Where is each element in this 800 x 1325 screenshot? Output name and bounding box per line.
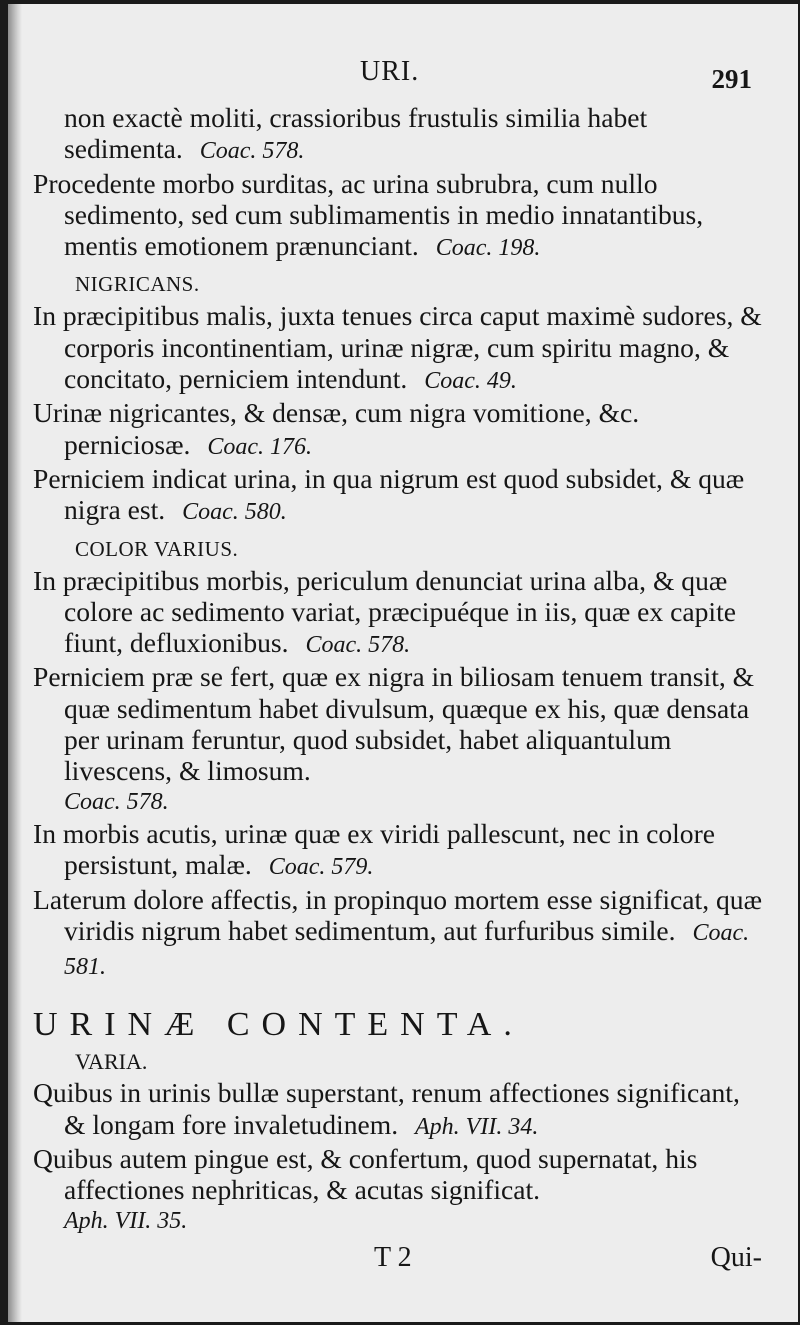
entry [33,818,765,884]
citation: Aph. VII. 35. [64,1207,188,1234]
entry [33,300,765,397]
entry [33,463,765,529]
entry [33,397,765,463]
running-head: URI. [360,56,420,87]
page-gutter-shadow [8,4,22,1322]
subheading: COLOR VARIUS. [75,536,239,561]
entry-text: Quibus autem pingue est, & confertum, quod supernatat, his affectiones nephriticas, & acutas significat. [33,1143,698,1206]
citation: Coac. 580. [182,499,287,526]
page-body [33,102,765,1237]
entry [33,168,765,265]
entry-text: Urinæ nigricantes, & densæ, cum nigra vomitione, &c. perniciosæ. [33,397,640,460]
entry-text: In præcipitibus morbis, periculum denunciat urina alba, & quæ colore ac sedimento variat, præcipuéque in iis, quæ ex capite fiunt, defluxionibus. [33,564,736,659]
subheading: NIGRICANS. [75,272,200,297]
citation: Coac. 579. [268,854,374,881]
page-footer [8,1242,798,1282]
subheading: VARIA. [75,1049,148,1075]
citation: Aph. VII. 34. [415,1113,539,1140]
citation: Coac. 581. [64,919,750,981]
entry-text: In præcipitibus malis, juxta tenues circa caput maximè sudores, & corporis incontinentiam, urinæ nigræ, cum spiritu magno, & concitato, perniciem intendunt. [33,300,762,395]
catchword: Qui- [710,1242,762,1273]
entry-text: Laterum dolore affectis, in propinquo mortem esse significat, quæ viridis nigrum habet sedimentum, aut furfuribus simile. [33,883,763,946]
page-number: 291 [711,64,752,94]
citation: Coac. 578. [305,632,411,659]
entry [33,102,765,168]
citation: Coac. 49. [424,368,517,395]
entry-text: Procedente morbo surditas, ac urina subrubra, cum nullo sedimento, sed cum sublimamentis in medio innatantibus, mentis emotionem prænunciant. [33,167,704,262]
entry-text: Perniciem præ se fert, quæ ex nigra in biliosam tenuem transit, & quæ sedimentum habet divulsum, quæque ex his, quæ densata per urinam feruntur, quod subsidet, habet aliquantulum livescens, & limosum. [33,661,755,787]
entry [33,1077,765,1143]
citation: Coac. 578. [199,138,305,165]
page-header [8,56,798,96]
entry [33,661,765,786]
section-heading: URINÆ CONTENTA. [33,1006,524,1044]
entry [33,565,765,662]
citation: Coac. 578. [64,788,169,815]
entry-text: Quibus in urinis bullæ superstant, renum affectiones significant, & longam fore invaletudinem. [33,1077,740,1140]
entry [33,884,765,984]
entry-text: In morbis acutis, urinæ quæ ex viridi pallescunt, nec in colore persistunt, malæ. [33,817,716,881]
entry-text: Perniciem indicat urina, in qua nigrum est quod subsidet, & quæ nigra est. [33,462,745,526]
signature-mark: T 2 [374,1242,412,1273]
entry-text: non exactè moliti, crassioribus frustulis similia habet sedimenta. [64,102,648,165]
citation: Coac. 176. [207,433,313,460]
book-page [8,4,798,1322]
citation: Coac. 198. [435,235,541,262]
entry [33,1143,765,1206]
